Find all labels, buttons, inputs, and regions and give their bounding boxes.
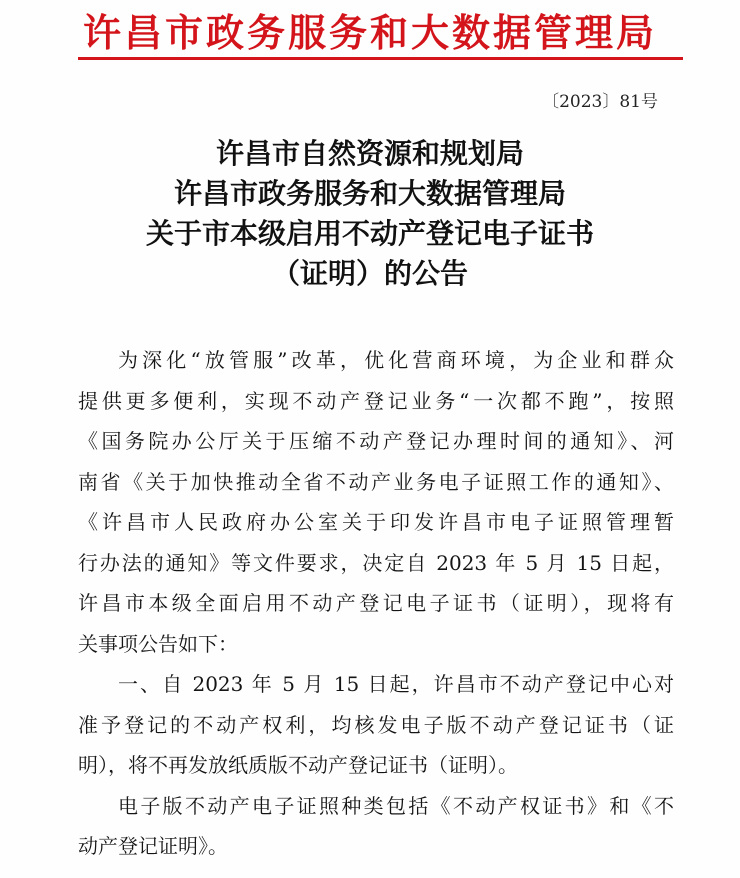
document-body xyxy=(78,340,674,867)
body-line: 关事项公告如下： xyxy=(78,631,238,656)
body-line: 动产登记证明》。 xyxy=(78,834,228,858)
red-divider-line xyxy=(78,57,683,60)
body-line: 《许昌市人民政府办公室关于印发许昌市电子证照管理暂 xyxy=(78,510,674,534)
body-line: 一、自 2023 年 5 月 15 日起，许昌市不动产登记中心对 xyxy=(118,672,674,696)
body-line: 南省《关于加快推动全省不动产业务电子证照工作的通知》、 xyxy=(78,469,674,494)
body-line: 许昌市本级全面启用不动产登记电子证书（证明），现将有 xyxy=(78,591,674,615)
title-line: 许昌市自然资源和规划局 xyxy=(215,137,524,170)
body-line: 电子版不动产电子证照种类包括《不动产权证书》和《不 xyxy=(118,793,674,818)
body-line: 《国务院办公厅关于压缩不动产登记办理时间的通知》、河 xyxy=(78,429,674,453)
document-number: 〔2023〕81号 xyxy=(542,92,658,112)
body-line: 提供更多便利，实现不动产登记业务“一次都不跑”，按照 xyxy=(78,388,674,413)
paragraph-certificate-types xyxy=(78,786,674,867)
body-line: 为深化“放管服”改革，优化营商环境，为企业和群众 xyxy=(118,348,674,372)
paragraph-item-one xyxy=(78,664,674,786)
document-title xyxy=(0,134,740,294)
body-line: 准予登记的不动产权利，均核发电子版不动产登记证书（证 xyxy=(78,712,674,737)
title-line: 关于市本级启用不动产登记电子证书 xyxy=(145,217,594,250)
body-line: 行办法的通知》等文件要求，决定自 2023 年 5 月 15 日起， xyxy=(78,550,674,575)
body-line: 明），将不再发放纸质版不动产登记证书（证明）。 xyxy=(78,753,518,777)
title-line: 许昌市政务服务和大数据管理局 xyxy=(173,177,566,210)
paragraph-intro xyxy=(78,340,674,664)
title-line: （证明）的公告 xyxy=(271,257,468,290)
issuing-org-header: 许昌市政务服务和大数据管理局 xyxy=(82,11,657,55)
